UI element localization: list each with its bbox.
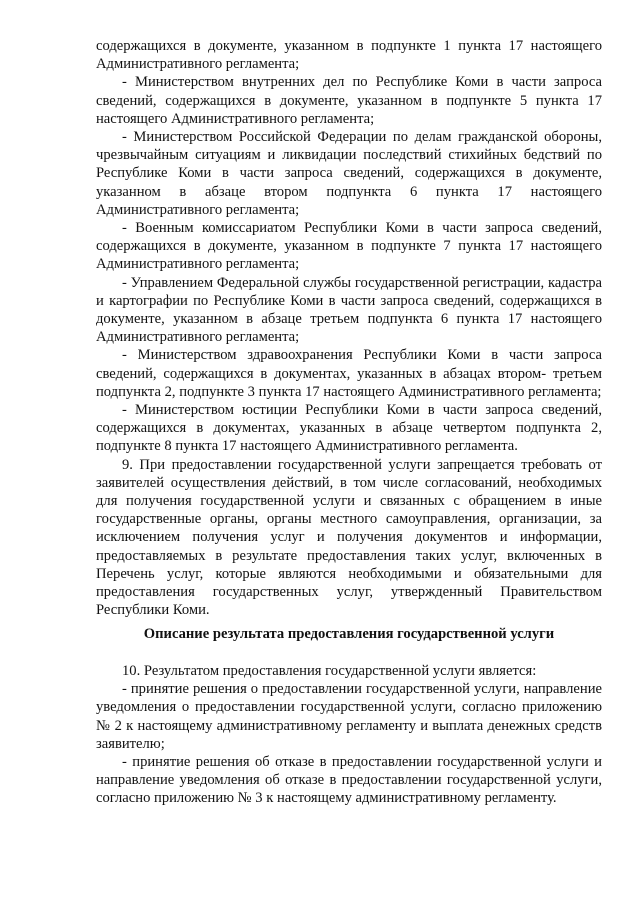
document-body xyxy=(96,37,602,620)
paragraph-result-grant: - принятие решения о предоставлении государственной услуги, направление уведомления о предоставлении государственной услуги, согласно приложению № 2 к настоящему административному регламенту и выплата денежных средств заявителю; xyxy=(96,681,602,752)
paragraph-military-commissariat: - Военным комиссариатом Республики Коми в части запроса сведений, содержащихся в документе, указанном в подпункте 7 пункта 17 настоящего Административного регламента; xyxy=(96,220,602,273)
result-section xyxy=(96,662,602,808)
paragraph-result-refusal: - принятие решения об отказе в предоставлении государственной услуги и направление уведомления об отказе в предоставлении государственной услуги, согласно приложению № 3 к настоящему административному регламенту. xyxy=(96,754,602,807)
paragraph-rosreestr: - Управлением Федеральной службы государственной регистрации, кадастра и картографии по Республике Коми в части запроса сведений, содержащихся в документе, указанном в абзаце третьем подпункта 6 пункта 17 настоящего Административного регламента; xyxy=(96,274,602,346)
paragraph-item-9: 9. При предоставлении государственной услуги запрещается требовать от заявителей осуществления действий, в том числе согласований, необходимых для получения государственной услуги и связанных с обращением в иные государственные органы, органы местного самоуправления, организации, за исключением получения услуг и получения документов и информации, предоставляемых в результате предоставления таких услуг, включенных в Перечень услуг, которые являются необходимыми и обязательными для предоставления государственных услуг, утвержденный Правительством Республики Коми. xyxy=(96,456,602,619)
paragraph-health-ministry: - Министерством здравоохранения Республики Коми в части запроса сведений, содержащихся в документах, указанных в абзацах втором- третьем подпункта 2, подпункте 3 пункта 17 настоящего Административного регламента; xyxy=(96,347,602,400)
paragraph-continuation: содержащихся в документе, указанном в подпункте 1 пункта 17 настоящего Административного регламента; xyxy=(96,38,602,73)
section-heading: Описание результата предоставления государственной услуги xyxy=(143,626,555,642)
paragraph-justice-ministry: - Министерством юстиции Республики Коми в части запроса сведений, содержащихся в документах, указанных в абзаце четвертом подпункта 2, подпункте 8 пункта 17 настоящего Административного регламента. xyxy=(96,402,602,455)
paragraph-mchs: - Министерством Российской Федерации по делам гражданской обороны, чрезвычайным ситуациям и ликвидации последствий стихийных бедствий по Республике Коми в части запроса сведений, содержащихся в документе, указанном в абзаце втором подпункта 6 пункта 17 настоящего Административного регламента; xyxy=(96,129,602,218)
paragraph-item-10: 10. Результатом предоставления государственной услуги является: xyxy=(122,663,537,679)
paragraph-mvd: - Министерством внутренних дел по Республике Коми в части запроса сведений, содержащихся в документе, указанном в подпункте 5 пункта 17 настоящего Административного регламента; xyxy=(96,74,602,127)
